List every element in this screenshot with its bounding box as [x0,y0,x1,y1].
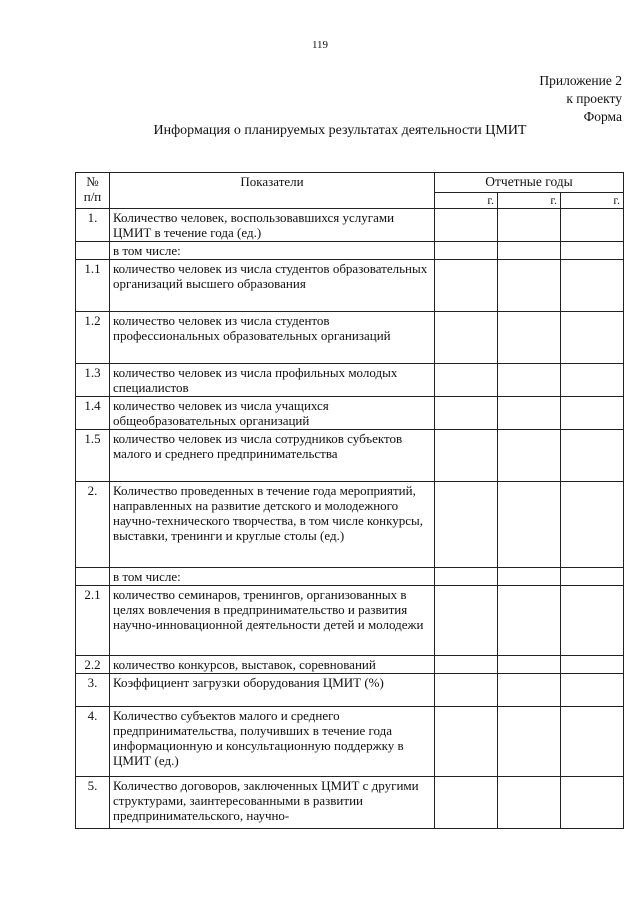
value-cell[interactable] [561,586,624,656]
row-indicator: количество человек из числа сотрудников субъектов малого и среднего предпринимательства [110,430,435,482]
value-cell[interactable] [435,568,498,586]
value-cell[interactable] [435,777,498,829]
value-cell[interactable] [435,656,498,674]
value-cell[interactable] [435,674,498,707]
table-row [76,209,624,242]
row-number: 1.2 [76,312,110,364]
row-indicator: количество человек из числа студентов образовательных организаций высшего образования [110,260,435,312]
row-indicator: Количество субъектов малого и среднего предпринимательства, получивших в течение года информационную и консультационную поддержку в ЦМИТ (ед.) [110,707,435,777]
table-row [76,656,624,674]
value-cell[interactable] [498,586,561,656]
table-row [76,586,624,656]
header-year-2: г. [498,193,561,209]
table-row [76,777,624,829]
row-number: 2. [76,482,110,568]
value-cell[interactable] [498,430,561,482]
appendix-block [539,72,622,126]
value-cell[interactable] [498,777,561,829]
value-cell[interactable] [498,707,561,777]
header-number [76,173,110,209]
value-cell[interactable] [561,482,624,568]
value-cell[interactable] [561,242,624,260]
results-table [75,172,624,829]
value-cell[interactable] [561,568,624,586]
value-cell[interactable] [561,430,624,482]
value-cell[interactable] [561,707,624,777]
table-row [76,397,624,430]
table-row [76,242,624,260]
row-number: 1.1 [76,260,110,312]
row-number: 2.1 [76,586,110,656]
header-number-abbr: п/п [83,189,102,204]
appendix-label: Приложение 2 [539,73,622,88]
value-cell[interactable] [498,397,561,430]
table-row [76,568,624,586]
row-indicator: Количество проведенных в течение года мероприятий, направленных на развитие детского и молодежного научно-технического творчества, в том числе конкурсы, выставки, тренинги и круглые столы (ед.) [110,482,435,568]
table-row [76,674,624,707]
page-number: 119 [311,39,329,51]
row-indicator: в том числе: [110,242,435,260]
value-cell[interactable] [498,364,561,397]
value-cell[interactable] [561,674,624,707]
row-indicator: количество человек из числа учащихся общеобразовательных организаций [110,397,435,430]
value-cell[interactable] [498,209,561,242]
value-cell[interactable] [435,364,498,397]
value-cell[interactable] [435,707,498,777]
table-row [76,707,624,777]
value-cell[interactable] [435,209,498,242]
value-cell[interactable] [435,312,498,364]
value-cell[interactable] [498,482,561,568]
row-indicator: количество конкурсов, выставок, соревнований [110,656,435,674]
header-indicators: Показатели [110,173,435,209]
header-number-sign: № [86,174,99,189]
header-year-3: г. [561,193,624,209]
header-year-1: г. [435,193,498,209]
value-cell[interactable] [435,430,498,482]
row-indicator: Количество человек, воспользовавшихся услугами ЦМИТ в течение года (ед.) [110,209,435,242]
row-indicator: количество человек из числа студентов профессиональных образовательных организаций [110,312,435,364]
table-row [76,364,624,397]
value-cell[interactable] [498,568,561,586]
row-number: 1.4 [76,397,110,430]
row-number: 1.5 [76,430,110,482]
value-cell[interactable] [561,364,624,397]
value-cell[interactable] [498,312,561,364]
row-number: 4. [76,707,110,777]
table-row [76,260,624,312]
row-indicator: Количество договоров, заключенных ЦМИТ с другими структурами, заинтересованными в развитии предпринимательского, научно- [110,777,435,829]
row-indicator: количество человек из числа профильных молодых специалистов [110,364,435,397]
value-cell[interactable] [435,397,498,430]
row-number [76,242,110,260]
value-cell[interactable] [561,397,624,430]
row-number: 5. [76,777,110,829]
value-cell[interactable] [435,586,498,656]
value-cell[interactable] [561,260,624,312]
row-indicator: количество семинаров, тренингов, организованных в целях вовлечения в предпринимательство и развития научно-инновационной деятельности детей и молодежи [110,586,435,656]
to-project-label: к проекту [566,91,622,106]
row-number [76,568,110,586]
value-cell[interactable] [498,242,561,260]
table-row [76,482,624,568]
document-title: Информация о планируемых результатах деятельности ЦМИТ [153,123,527,138]
row-indicator: Коэффициент загрузки оборудования ЦМИТ (%) [110,674,435,707]
value-cell[interactable] [561,656,624,674]
value-cell[interactable] [498,260,561,312]
row-number: 1.3 [76,364,110,397]
value-cell[interactable] [435,260,498,312]
value-cell[interactable] [561,209,624,242]
header-reporting-years: Отчетные годы [435,173,624,193]
value-cell[interactable] [498,656,561,674]
row-number: 3. [76,674,110,707]
value-cell[interactable] [561,777,624,829]
table-row [76,312,624,364]
value-cell[interactable] [561,312,624,364]
row-indicator: в том числе: [110,568,435,586]
table-row [76,430,624,482]
value-cell[interactable] [435,242,498,260]
value-cell[interactable] [435,482,498,568]
row-number: 2.2 [76,656,110,674]
row-number: 1. [76,209,110,242]
value-cell[interactable] [498,674,561,707]
form-label: Форма [583,109,622,124]
